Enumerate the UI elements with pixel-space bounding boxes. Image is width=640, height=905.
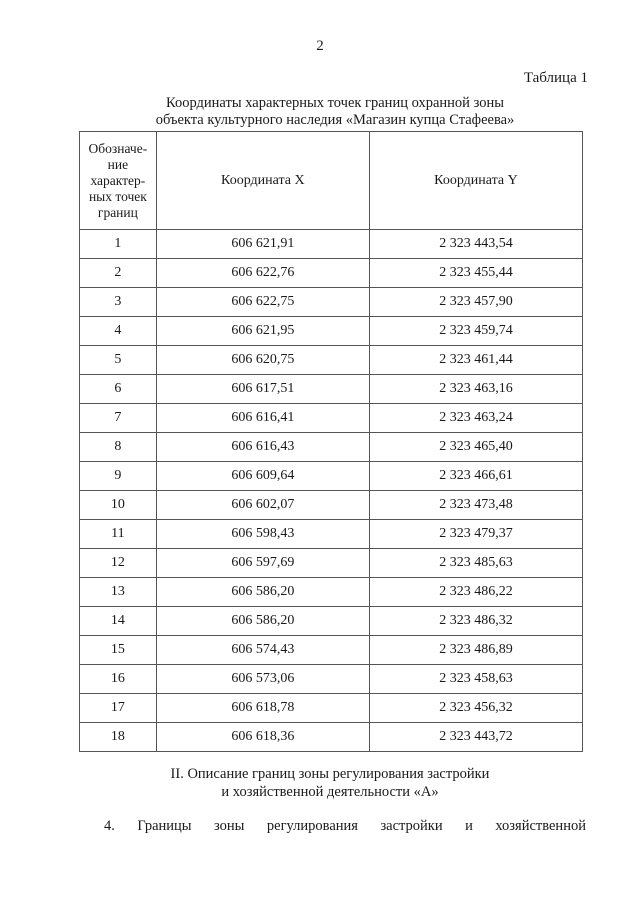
cell-coordinate-y: 2 323 455,44 bbox=[369, 259, 582, 288]
paragraph-4 bbox=[104, 818, 586, 835]
page-number: 2 bbox=[316, 38, 324, 54]
table-row bbox=[80, 375, 583, 404]
cell-point-id: 14 bbox=[80, 607, 157, 636]
cell-coordinate-y: 2 323 463,16 bbox=[369, 375, 582, 404]
caption-line-2: объекта культурного наследия «Магазин купца Стафеева» bbox=[155, 112, 515, 128]
header-id-line: ние bbox=[107, 156, 129, 172]
cell-coordinate-x: 606 586,20 bbox=[156, 578, 369, 607]
cell-coordinate-x: 606 622,75 bbox=[156, 288, 369, 317]
cell-coordinate-x: 606 618,36 bbox=[156, 723, 369, 752]
table-row bbox=[80, 288, 583, 317]
cell-point-id: 1 bbox=[80, 230, 157, 259]
section-heading-line-2: и хозяйственной деятельности «А» bbox=[221, 784, 439, 800]
table-row bbox=[80, 404, 583, 433]
cell-point-id: 9 bbox=[80, 462, 157, 491]
cell-point-id: 6 bbox=[80, 375, 157, 404]
header-id-line: границ bbox=[97, 204, 138, 220]
paragraph-word: зоны bbox=[214, 818, 245, 834]
paragraph-word: хозяйственной bbox=[495, 818, 586, 834]
cell-coordinate-x: 606 622,76 bbox=[156, 259, 369, 288]
cell-coordinate-y: 2 323 443,72 bbox=[369, 723, 582, 752]
cell-coordinate-y: 2 323 461,44 bbox=[369, 346, 582, 375]
cell-point-id: 11 bbox=[80, 520, 157, 549]
cell-coordinate-y: 2 323 458,63 bbox=[369, 665, 582, 694]
table-row bbox=[80, 636, 583, 665]
table-row bbox=[80, 259, 583, 288]
cell-coordinate-y: 2 323 486,89 bbox=[369, 636, 582, 665]
cell-point-id: 13 bbox=[80, 578, 157, 607]
table-row bbox=[80, 607, 583, 636]
cell-coordinate-x: 606 597,69 bbox=[156, 549, 369, 578]
cell-coordinate-y: 2 323 463,24 bbox=[369, 404, 582, 433]
cell-point-id: 10 bbox=[80, 491, 157, 520]
cell-coordinate-y: 2 323 459,74 bbox=[369, 317, 582, 346]
table-row bbox=[80, 549, 583, 578]
cell-coordinate-y: 2 323 479,37 bbox=[369, 520, 582, 549]
cell-coordinate-x: 606 618,78 bbox=[156, 694, 369, 723]
header-coordinate-y: Координата Y bbox=[369, 132, 582, 230]
paragraph-word: Границы bbox=[137, 818, 192, 834]
cell-point-id: 18 bbox=[80, 723, 157, 752]
table-row bbox=[80, 462, 583, 491]
cell-point-id: 16 bbox=[80, 665, 157, 694]
cell-point-id: 7 bbox=[80, 404, 157, 433]
cell-point-id: 3 bbox=[80, 288, 157, 317]
table-row bbox=[80, 520, 583, 549]
cell-coordinate-x: 606 616,43 bbox=[156, 433, 369, 462]
cell-coordinate-x: 606 621,91 bbox=[156, 230, 369, 259]
paragraph-word: и bbox=[465, 818, 473, 834]
table-row bbox=[80, 317, 583, 346]
cell-point-id: 17 bbox=[80, 694, 157, 723]
cell-point-id: 2 bbox=[80, 259, 157, 288]
cell-coordinate-x: 606 586,20 bbox=[156, 607, 369, 636]
header-coordinate-x: Координата X bbox=[156, 132, 369, 230]
cell-point-id: 15 bbox=[80, 636, 157, 665]
cell-coordinate-y: 2 323 485,63 bbox=[369, 549, 582, 578]
table-body bbox=[80, 230, 583, 752]
cell-point-id: 5 bbox=[80, 346, 157, 375]
table-row bbox=[80, 346, 583, 375]
cell-coordinate-x: 606 620,75 bbox=[156, 346, 369, 375]
table-label: Таблица 1 bbox=[523, 70, 588, 86]
cell-coordinate-y: 2 323 466,61 bbox=[369, 462, 582, 491]
section-heading-line-1: II. Описание границ зоны регулирования застройки bbox=[170, 766, 490, 782]
paragraph-word: застройки bbox=[380, 818, 443, 834]
paragraph-word: 4. bbox=[104, 818, 115, 834]
table-row bbox=[80, 491, 583, 520]
cell-coordinate-x: 606 609,64 bbox=[156, 462, 369, 491]
table-row bbox=[80, 230, 583, 259]
cell-coordinate-x: 606 616,41 bbox=[156, 404, 369, 433]
cell-point-id: 4 bbox=[80, 317, 157, 346]
cell-coordinate-x: 606 574,43 bbox=[156, 636, 369, 665]
table-row bbox=[80, 723, 583, 752]
table-row bbox=[80, 665, 583, 694]
cell-coordinate-x: 606 621,95 bbox=[156, 317, 369, 346]
cell-coordinate-x: 606 617,51 bbox=[156, 375, 369, 404]
table-header-row bbox=[80, 132, 583, 230]
cell-coordinate-x: 606 602,07 bbox=[156, 491, 369, 520]
cell-coordinate-x: 606 598,43 bbox=[156, 520, 369, 549]
cell-coordinate-y: 2 323 465,40 bbox=[369, 433, 582, 462]
header-point-designation bbox=[80, 132, 157, 230]
header-id-line: характер- bbox=[90, 172, 146, 188]
table-row bbox=[80, 433, 583, 462]
header-id-line: Обозначе- bbox=[88, 140, 148, 156]
caption-line-1: Координаты характерных точек границ охранной зоны bbox=[166, 95, 504, 111]
cell-point-id: 8 bbox=[80, 433, 157, 462]
header-id-line: ных точек bbox=[88, 188, 147, 204]
section-heading bbox=[0, 765, 640, 801]
coordinates-table bbox=[79, 131, 583, 752]
cell-coordinate-x: 606 573,06 bbox=[156, 665, 369, 694]
table-caption bbox=[0, 95, 640, 129]
cell-coordinate-y: 2 323 457,90 bbox=[369, 288, 582, 317]
cell-coordinate-y: 2 323 443,54 bbox=[369, 230, 582, 259]
cell-coordinate-y: 2 323 486,22 bbox=[369, 578, 582, 607]
cell-point-id: 12 bbox=[80, 549, 157, 578]
cell-coordinate-y: 2 323 473,48 bbox=[369, 491, 582, 520]
table-row bbox=[80, 578, 583, 607]
cell-coordinate-y: 2 323 486,32 bbox=[369, 607, 582, 636]
paragraph-word: регулирования bbox=[266, 818, 358, 834]
cell-coordinate-y: 2 323 456,32 bbox=[369, 694, 582, 723]
table-row bbox=[80, 694, 583, 723]
